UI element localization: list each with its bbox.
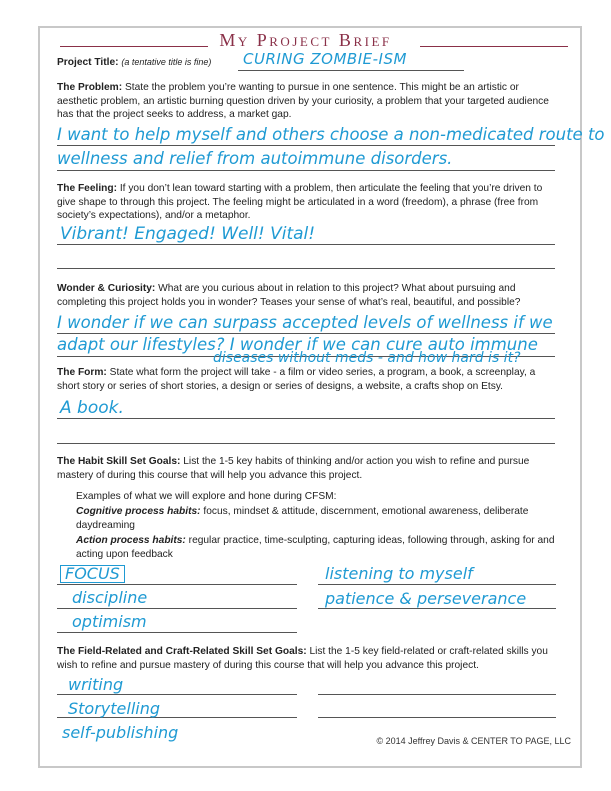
wonder-answer-1[interactable]: I wonder if we can surpass accepted levels of wellness if we	[57, 313, 553, 332]
cognitive-label: Cognitive process habits:	[76, 506, 201, 517]
craft-line-right-1	[318, 694, 556, 695]
habit-text: List the 1-5 key habits of thinking and/or action you wish to refine and pursue mastery of during this course that will help you advance this project.	[57, 456, 530, 481]
feeling-line-2	[57, 268, 555, 269]
habit-answer-right-2[interactable]: patience & perseverance	[325, 589, 527, 608]
form-line-2	[57, 443, 555, 444]
problem-text: State the problem you’re wanting to pursue in one sentence. This might be an artistic or aesthetic problem, an artistic burning question driven by your curiosity, a problem that your targeted audience has that the project seeks to address, a market gap.	[57, 82, 549, 121]
project-title-answer[interactable]: CURING ZOMBIE-ISM	[243, 50, 407, 68]
habit-prompt	[57, 455, 557, 482]
project-title-hint: (a tentative title is fine)	[121, 57, 212, 67]
problem-answer-2[interactable]: wellness and relief from autoimmune disorders.	[57, 149, 453, 168]
page-title: My Project Brief	[219, 30, 392, 50]
habit-answer-left-1[interactable]: FOCUS	[60, 565, 125, 583]
habit-label: The Habit Skill Set Goals:	[57, 456, 181, 467]
wonder-answer-3[interactable]: diseases without meds - and how hard is it?	[213, 350, 521, 366]
form-prompt	[57, 366, 557, 393]
cognitive-text: focus, mindset & attitude, discernment, emotional awareness, deliberate daydreaming	[76, 506, 529, 531]
problem-line-2	[57, 170, 555, 171]
habit-answer-left-2[interactable]: discipline	[72, 588, 148, 607]
wonder-label: Wonder & Curiosity:	[57, 283, 156, 294]
habit-line-left-3	[57, 632, 297, 633]
craft-line-left-1	[57, 694, 297, 695]
form-answer[interactable]: A book.	[60, 398, 124, 418]
habit-line-left-1	[57, 584, 297, 585]
wonder-answer-2[interactable]: adapt our lifestyles? I wonder if we can cure auto immune	[57, 335, 538, 354]
project-title-label: Project Title:	[57, 57, 119, 68]
wonder-text: What are you curious about in relation to this project? What about pursuing and completing this project holds you in wonder? Teases your sense of what’s real, beautiful, and possible?	[57, 283, 521, 308]
craft-answer-2[interactable]: Storytelling	[68, 699, 161, 718]
wonder-prompt	[57, 282, 557, 309]
form-text: State what form the project will take - a film or video series, a program, a book, a screenplay, a short story or series of short stories, a design or series of designs, a website, a crafts shop on Etsy.	[57, 367, 536, 392]
action-text: regular practice, time-sculpting, capturing ideas, following through, asking for and acting upon feedback	[76, 535, 555, 560]
feeling-text: If you don’t lean toward starting with a problem, then articulate the feeling that you’re driven to give shape to through this project. The feeling might be articulated in a word (freedom), a phrase (free from society’s expectations), and/or a metaphor.	[57, 183, 543, 222]
action-habits	[76, 534, 556, 561]
habit-line-right-2	[318, 608, 556, 609]
habit-line-right-1	[318, 584, 556, 585]
craft-answer-1[interactable]: writing	[68, 675, 124, 694]
problem-line-1	[57, 145, 555, 146]
copyright-footer: © 2014 Jeffrey Davis & CENTER TO PAGE, LLC	[376, 736, 571, 746]
habit-examples-intro: Examples of what we will explore and hone during CFSM:	[76, 491, 337, 502]
feeling-answer[interactable]: Vibrant! Engaged! Well! Vital!	[60, 224, 316, 244]
craft-prompt	[57, 645, 557, 672]
form-label: The Form:	[57, 367, 107, 378]
problem-answer-1[interactable]: I want to help myself and others choose a non-medicated route to	[57, 125, 605, 144]
project-title-line	[238, 70, 464, 71]
feeling-label: The Feeling:	[57, 183, 117, 194]
wonder-line-1	[57, 333, 555, 334]
craft-label: The Field-Related and Craft-Related Skill Set Goals:	[57, 646, 307, 657]
craft-text: List the 1-5 key field-related or craft-related skills you wish to refine and pursue mastery of during this course that will help you advance this project.	[57, 646, 548, 671]
cognitive-habits	[76, 505, 556, 532]
craft-answer-3[interactable]: self-publishing	[62, 723, 179, 742]
habit-answer-right-1[interactable]: listening to myself	[325, 564, 473, 583]
form-line-1	[57, 418, 555, 419]
craft-line-right-2	[318, 717, 556, 718]
habit-line-left-2	[57, 608, 297, 609]
action-label: Action process habits:	[76, 535, 186, 546]
feeling-line-1	[57, 244, 555, 245]
feeling-prompt	[57, 182, 557, 223]
problem-prompt	[57, 81, 557, 122]
habit-answer-left-3[interactable]: optimism	[72, 612, 147, 631]
problem-label: The Problem:	[57, 82, 123, 93]
